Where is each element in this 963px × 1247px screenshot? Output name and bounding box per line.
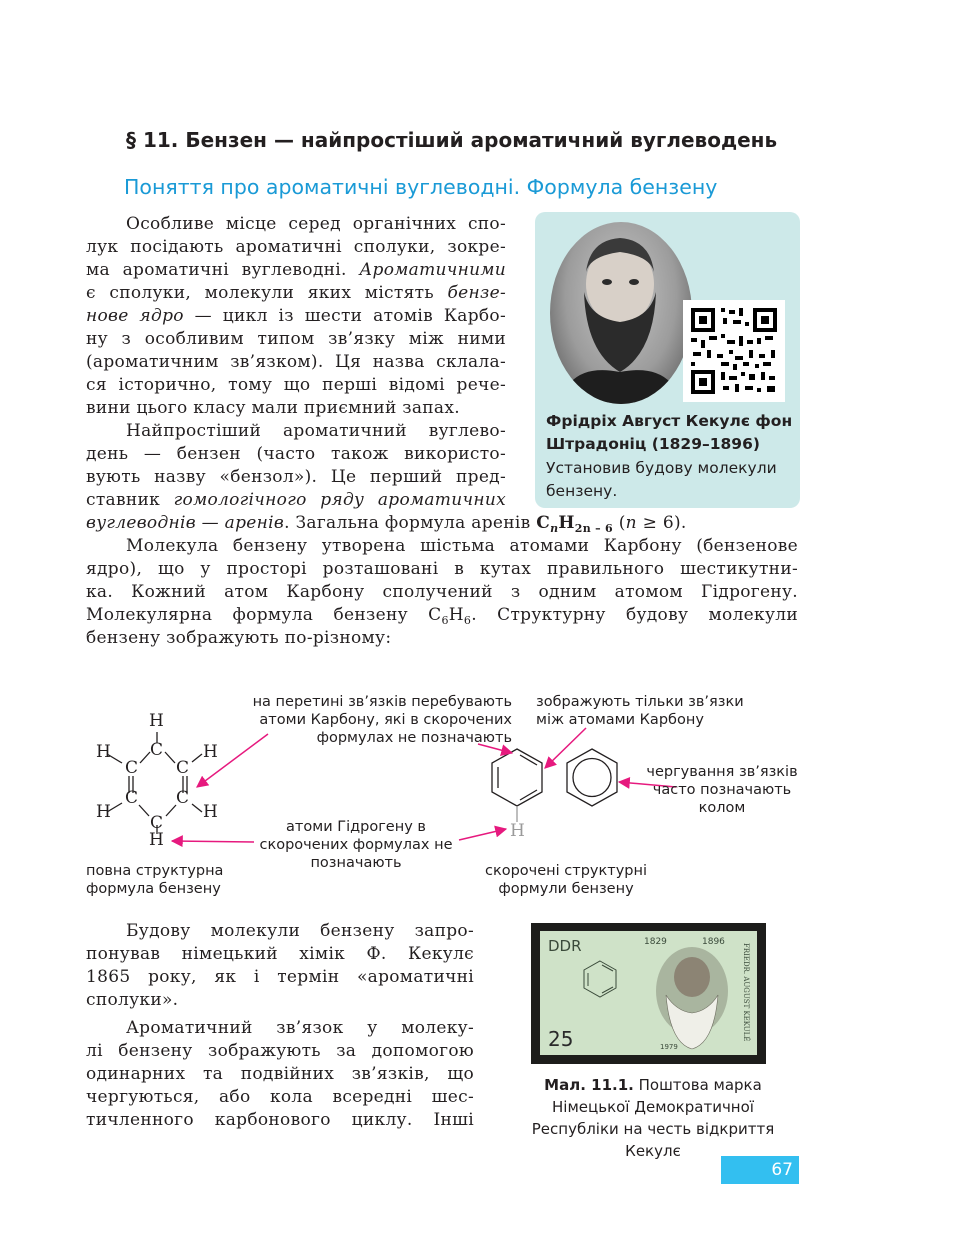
text-line: нове ядро — цикл із шести атомів Карбо-	[86, 306, 507, 326]
stamp-year-left: 1829	[644, 937, 667, 947]
text-line: ма ароматичні вуглеводні. Ароматичними	[86, 260, 506, 280]
text-line: 1865 року, як і термін «ароматичні	[86, 967, 474, 987]
text-line: Ароматичний зв’язок у молеку-	[126, 1018, 474, 1038]
figure-caption: Мал. 11.1. Поштова марка Німецької Демократичної Республіки на честь відкриття Кекулє	[531, 1076, 775, 1160]
caption-short-formula: скорочені структурні формули бензену	[485, 863, 647, 897]
caption-full-formula: повна структурна формула бензену	[86, 863, 224, 897]
atom-c: C	[150, 740, 164, 760]
stamp-side-text: FRIEDR. AUGUST KEKULÉ	[742, 943, 750, 1042]
text-line: Молекулярна формула бензену $C_6H_6$. Структурну будову молекули	[86, 605, 798, 627]
general-formula: $C_nH_{2n - 6}$	[536, 513, 614, 535]
text-line: бензену зображують по-різному:	[86, 628, 392, 648]
text-line: понував німецький хімік Ф. Кекулє	[86, 944, 474, 964]
note-intersections: на перетині зв’язків перебувають атоми Карбону, які в скорочених формулах не позначають	[252, 694, 512, 746]
stamp-country: DDR	[548, 937, 582, 955]
text-line: ка. Кожний атом Карбону сполучений з одним атомом Гідрогену.	[86, 582, 798, 602]
atom-c: C	[176, 788, 190, 808]
text-line: чергуються, або кола всередні шес-	[86, 1087, 474, 1107]
section-subtitle: Поняття про ароматичні вуглеводні. Формула бензену	[124, 175, 718, 199]
text-line: лі бензену зображують за допомогою	[86, 1041, 474, 1061]
text-line: ся історично, тому що перші відомі рече-	[86, 375, 506, 395]
stamp-issue-year: 1979	[660, 1043, 678, 1051]
page-number: 67	[721, 1156, 799, 1184]
note-bonds-only: зображують тільки зв’язки між атомами Карбону	[536, 694, 744, 728]
stamp-year-right: 1896	[702, 937, 725, 947]
text-line: Найпростіший ароматичний вуглево-	[126, 421, 506, 441]
text-line: сполуки».	[86, 990, 179, 1010]
text-line: ядро), що у просторі розташовані в кутах правильного шестикутни-	[86, 559, 798, 579]
kekule-stamp	[540, 931, 757, 1055]
atom-h-gray: H	[510, 821, 525, 841]
atom-h: H	[203, 802, 218, 822]
text-line: Молекула бензену утворена шістьма атомами Карбону (бензенове	[126, 536, 798, 556]
atom-c: C	[125, 788, 139, 808]
stamp-artwork	[540, 931, 757, 1055]
note-circle: чергування зв’язків часто позначають колом	[646, 764, 798, 816]
atom-h: H	[203, 742, 218, 762]
atom-h: H	[96, 742, 111, 762]
text-line: день — бензен (часто також використо-	[86, 444, 506, 464]
text-line: лук посідають ароматичні сполуки, зокре-	[86, 237, 506, 257]
section-title: § 11. Бензен — найпростіший ароматичний вуглеводень	[126, 128, 778, 152]
atom-h: H	[149, 711, 164, 731]
circle-hexagon	[567, 749, 617, 806]
text-line: одинарних та подвійних зв’язків, що	[86, 1064, 474, 1084]
text-line: (ароматичним зв’язком). Ця назва склала-	[86, 352, 506, 372]
text-line: ну з особливим типом зв’язку між ними	[86, 329, 506, 349]
text-line: тичленного карбонового циклу. Інші	[86, 1110, 474, 1130]
portrait-name: Фрідріх Август Кекулє фон Штрадоніц (1829–1896)	[546, 412, 793, 453]
kekule-hexagon	[492, 749, 542, 806]
text-line: Особливе місце серед органічних спо-	[126, 214, 506, 234]
text-line: вують назву «бензол»). Це перший пред-	[86, 467, 506, 487]
text-line: вини цього класу мали приємний запах.	[86, 398, 460, 418]
atom-h: H	[96, 802, 111, 822]
text-line: Будову молекули бензену запро-	[126, 921, 474, 941]
atom-c: C	[150, 813, 164, 833]
portrait-description: Установив будову молекули бензену.	[546, 459, 777, 500]
atom-h: H	[149, 830, 164, 850]
text-line: є сполуки, молекули яких містять бензе-	[86, 283, 506, 303]
atom-c: C	[125, 758, 139, 778]
text-line: ставник гомологічного ряду ароматичних	[86, 490, 506, 510]
note-hydrogen: атоми Гідрогену в скорочених формулах не позначають	[259, 819, 453, 871]
stamp-value: 25	[548, 1027, 574, 1051]
atom-c: C	[176, 758, 190, 778]
text-line: вуглеводнів — аренів. Загальна формула аренів $C_nH_{2n - 6}$ (n ≥ 6).	[86, 513, 687, 535]
